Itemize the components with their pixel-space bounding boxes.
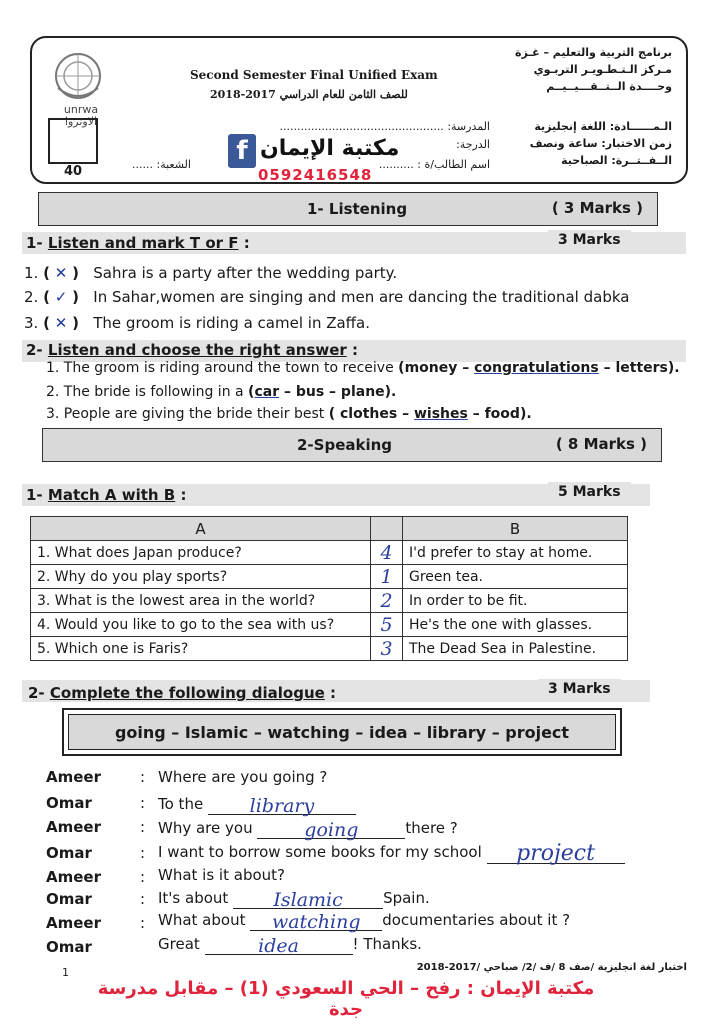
brand-phone: 0592416548 xyxy=(258,166,373,184)
dialogue-pre: It's about xyxy=(158,889,234,907)
match-marks: 5 Marks xyxy=(548,482,631,502)
part1-heading-suffix: : xyxy=(238,234,250,252)
choice-chosen: car xyxy=(254,384,280,400)
dialogue-blank xyxy=(487,838,625,864)
part2-heading xyxy=(26,341,358,359)
org-block xyxy=(515,44,672,95)
choice-item xyxy=(46,360,680,376)
match-col-num xyxy=(371,517,403,541)
dialogue-answer: Islamic xyxy=(273,889,343,911)
section-dots: ...... xyxy=(132,158,153,171)
match-header-row xyxy=(31,517,628,541)
dialogue-pre: Why are you xyxy=(158,819,258,837)
choice-item xyxy=(46,384,396,400)
dialogue-colon: : xyxy=(140,844,146,862)
school-label: المدرسة: xyxy=(447,120,490,133)
dialogue-speaker: Omar xyxy=(46,844,92,862)
student-label: اسم الطالب/ة : xyxy=(417,158,490,171)
dialogue-speaker: Omar xyxy=(46,794,92,812)
tf-item xyxy=(24,314,370,332)
dialogue-blank xyxy=(208,792,356,815)
unrwa-logo-icon xyxy=(50,48,106,104)
choice-close: – food). xyxy=(467,406,532,422)
match-col-b: B xyxy=(403,517,628,541)
dialogue-pre: I want to borrow some books for my school xyxy=(158,843,487,861)
dialogue-blank xyxy=(250,908,382,931)
choice-chosen: wishes xyxy=(413,406,468,422)
choice-close: – letters). xyxy=(598,360,680,376)
match-answer: 3 xyxy=(371,637,403,661)
match-option: I'd prefer to stay at home. xyxy=(403,541,628,565)
dialogue-text xyxy=(158,792,356,815)
exam-reference: اختبار لغة انجليزية /صف 8 /ف /2/ صباحي /2017-2018 xyxy=(416,962,687,973)
match-heading-suffix: : xyxy=(175,486,187,504)
dialogue-speaker: Ameer xyxy=(46,868,101,886)
score-total: 40 xyxy=(63,164,83,179)
section-label: الشعبة: xyxy=(156,158,191,171)
match-answer: 1 xyxy=(371,565,403,589)
part2-heading-suffix: : xyxy=(346,341,359,359)
dialogue-answer: library xyxy=(249,795,315,817)
exam-title: Second Semester Final Unified Exam xyxy=(190,68,438,82)
dialogue-blank xyxy=(257,816,405,839)
section-field xyxy=(132,156,191,174)
dialogue-answer: watching xyxy=(271,911,361,933)
dialogue-heading xyxy=(28,684,336,702)
match-option: The Dead Sea in Palestine. xyxy=(403,637,628,661)
listening-bar xyxy=(38,192,658,226)
dialogue-speaker: Omar xyxy=(46,938,92,956)
word-bank-box xyxy=(62,708,622,756)
match-question: 2. Why do you play sports? xyxy=(31,565,371,589)
subject-block xyxy=(530,118,672,169)
dialogue-post: documentaries about it ? xyxy=(382,911,571,929)
choice-open: ( xyxy=(248,384,255,400)
dialogue-text xyxy=(158,838,625,864)
match-heading-text: Match A with B xyxy=(47,486,176,504)
brand-name: مكتبة الإيمان xyxy=(260,136,400,161)
dialogue-post: there ? xyxy=(405,819,458,837)
dialogue-blank xyxy=(205,932,353,955)
match-option: In order to be fit. xyxy=(403,589,628,613)
tf-bracket-close: ) xyxy=(72,288,79,306)
dialogue-colon: : xyxy=(140,818,146,836)
choice-open: ( clothes – xyxy=(328,406,414,422)
dialogue-answer: going xyxy=(304,819,359,841)
word-bank: going – Islamic – watching – idea – library – project xyxy=(68,714,616,750)
match-question: 5. Which one is Faris? xyxy=(31,637,371,661)
part1-heading-text: Listen and mark T or F xyxy=(47,234,239,252)
dialogue-speaker: Ameer xyxy=(46,914,101,932)
dialogue-text xyxy=(158,908,570,931)
tf-bracket-open: ( xyxy=(43,264,50,282)
exam-subtitle: للصف الثامن للعام الدراسي 2017-2018 xyxy=(210,88,408,101)
match-answer: 5 xyxy=(371,613,403,637)
tf-bracket-close: ) xyxy=(72,314,79,332)
dialogue-colon: : xyxy=(140,914,146,932)
dialogue-colon: : xyxy=(140,794,146,812)
bookstore-ad: مكتبة الإيمان : رفح – الحي السعودي (1) – مقابل مدرسة جدة xyxy=(97,978,595,1020)
match-question: 3. What is the lowest area in the world? xyxy=(31,589,371,613)
table-row xyxy=(31,613,628,637)
dialogue-blank xyxy=(233,886,383,909)
tf-item-text: The groom is riding a camel in Zaffa. xyxy=(93,314,370,332)
dialogue-colon: : xyxy=(140,868,146,886)
tf-item xyxy=(24,288,629,306)
table-row xyxy=(31,565,628,589)
dialogue-text xyxy=(158,932,422,955)
tf-item-num: 2. xyxy=(24,288,39,306)
choice-item xyxy=(46,406,532,422)
dialogue-marks: 3 Marks xyxy=(538,679,621,699)
table-row xyxy=(31,589,628,613)
part1-heading-num: 1- xyxy=(26,234,48,252)
exam-header xyxy=(30,36,688,184)
match-question: 1. What does Japan produce? xyxy=(31,541,371,565)
choice-pre: 2. The bride is following in a xyxy=(46,384,249,400)
subject-line: زمن الاختبار: ساعة ونصف xyxy=(529,137,672,150)
choice-open: (money – xyxy=(398,360,475,376)
dialogue-post: Spain. xyxy=(383,889,430,907)
dialogue-speaker: Ameer xyxy=(46,818,101,836)
table-row xyxy=(31,637,628,661)
dialogue-colon: : xyxy=(140,890,146,908)
match-answer: 4 xyxy=(371,541,403,565)
facebook-icon: f xyxy=(228,134,256,168)
logo-text-ar: الاونروا xyxy=(64,115,98,128)
match-heading xyxy=(26,486,186,504)
dialogue-pre: To the xyxy=(158,795,208,813)
part1-marks: 3 Marks xyxy=(548,230,631,250)
dialogue-pre: Great xyxy=(158,935,205,953)
score-box xyxy=(48,118,98,164)
match-option: He's the one with glasses. xyxy=(403,613,628,637)
speaking-title: 2-Speaking xyxy=(297,436,393,454)
match-heading-num: 1- xyxy=(26,486,48,504)
match-table xyxy=(30,516,628,661)
speaking-bar xyxy=(42,428,662,462)
part2-heading-num: 2- xyxy=(26,341,48,359)
check-mark-icon: ✓ xyxy=(54,288,68,306)
cross-mark-icon: ✕ xyxy=(54,314,68,332)
choice-pre: 3. People are giving the bride their best xyxy=(46,406,329,422)
tf-item-text: In Sahar,women are singing and men are dancing the traditional dabka xyxy=(93,288,630,306)
logo-text-en: unrwa xyxy=(63,103,99,116)
match-question: 4. Would you like to go to the sea with us? xyxy=(31,613,371,637)
match-col-a: A xyxy=(31,517,371,541)
speaking-marks: ( 8 Marks ) xyxy=(555,435,647,453)
dialogue-answer: project xyxy=(516,841,595,866)
dialogue-text: Where are you going ? xyxy=(158,768,328,786)
dialogue-speaker: Ameer xyxy=(46,768,101,786)
school-dots: ............................................... xyxy=(279,120,444,133)
subject-line: الـمــــــادة: اللغة إنجليزية xyxy=(534,120,672,133)
dialogue-text: What is it about? xyxy=(158,866,285,884)
tf-item xyxy=(24,264,397,282)
tf-bracket-open: ( xyxy=(43,288,50,306)
listening-title: 1- Listening xyxy=(307,200,408,218)
dialogue-speaker: Omar xyxy=(46,890,92,908)
tf-bracket-close: ) xyxy=(72,264,79,282)
subject-line: الــفــتــرة: الصباحية xyxy=(561,154,672,167)
tf-item-text: Sahra is a party after the wedding party. xyxy=(93,264,398,282)
part2-heading-text: Listen and choose the right answer xyxy=(47,341,347,359)
page-number: 1 xyxy=(62,966,69,979)
dialogue-post: ! Thanks. xyxy=(352,935,422,953)
tf-item-num: 3. xyxy=(24,314,39,332)
choice-chosen: congratulations xyxy=(474,360,599,376)
tf-bracket-open: ( xyxy=(43,314,50,332)
dialogue-heading-suffix: : xyxy=(324,684,337,702)
cross-mark-icon: ✕ xyxy=(54,264,68,282)
dialogue-pre: What about xyxy=(158,911,251,929)
match-option: Green tea. xyxy=(403,565,628,589)
dialogue-text xyxy=(158,816,458,839)
listening-marks: ( 3 Marks ) xyxy=(551,199,643,217)
dialogue-colon: : xyxy=(140,768,146,786)
grade-label: الدرجة: xyxy=(456,138,490,151)
dialogue-heading-text: Complete the following dialogue xyxy=(49,684,325,702)
part1-heading xyxy=(26,234,250,252)
org-line: برنامج التربية والتعليم – غـزة xyxy=(515,46,672,59)
org-line: وحــــدة الــتــقـــيــيــم xyxy=(546,80,672,93)
student-dots: .......... xyxy=(378,158,414,171)
dialogue-answer: idea xyxy=(258,935,299,957)
org-line: مـركز الـتـطـويـر التربـوي xyxy=(533,63,672,76)
choice-close: – bus – plane). xyxy=(279,384,397,400)
table-row xyxy=(31,541,628,565)
dialogue-text xyxy=(158,886,430,909)
choice-pre: 1. The groom is riding around the town to receive xyxy=(46,360,399,376)
match-answer: 2 xyxy=(371,589,403,613)
school-field xyxy=(279,118,490,136)
tf-item-num: 1. xyxy=(24,264,39,282)
dialogue-heading-num: 2- xyxy=(28,684,50,702)
